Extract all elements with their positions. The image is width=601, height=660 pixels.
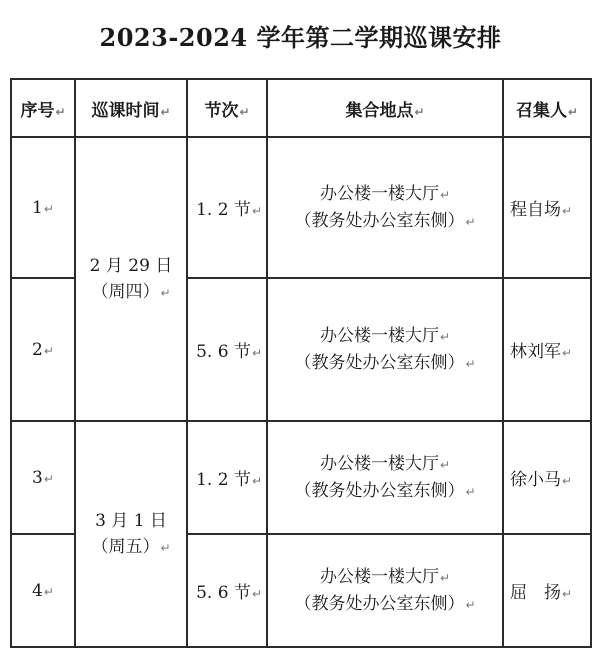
- location-cell: 办公楼一楼大厅↵ （教务处办公室东侧）↵: [267, 534, 503, 647]
- period-cell: 1. 2 节↵: [187, 421, 267, 534]
- document-title: 2023-2024 学年第二学期巡课安排: [99, 23, 502, 52]
- period-cell: 1. 2 节↵: [187, 137, 267, 278]
- convener-cell: 徐小马↵: [503, 421, 591, 534]
- header-index: 序号↵: [11, 79, 75, 137]
- row-index-cell: 1↵: [11, 137, 75, 278]
- convener-cell: 屈 扬↵: [503, 534, 591, 647]
- header-period: 节次↵: [187, 79, 267, 137]
- row-index-cell: 4↵: [11, 534, 75, 647]
- date-day: 2 月 29 日: [89, 255, 173, 276]
- date-cell: [75, 137, 187, 421]
- period-cell: 5. 6 节↵: [187, 534, 267, 647]
- table-row: [11, 137, 591, 278]
- table-row: [11, 421, 591, 534]
- date-day: 3 月 1 日: [95, 510, 167, 531]
- location-cell: 办公楼一楼大厅↵ （教务处办公室东侧）↵: [267, 278, 503, 421]
- table-header-row: [11, 79, 591, 137]
- header-location: 集合地点↵: [267, 79, 503, 137]
- row-index-cell: 3↵: [11, 421, 75, 534]
- date-weekday: （周四）↵: [91, 281, 171, 302]
- date-weekday: （周五）↵: [91, 536, 171, 557]
- date-cell: [75, 421, 187, 647]
- schedule-table: [10, 78, 592, 648]
- row-index-cell: 2↵: [11, 278, 75, 421]
- location-cell: 办公楼一楼大厅↵ （教务处办公室东侧）↵: [267, 137, 503, 278]
- period-cell: 5. 6 节↵: [187, 278, 267, 421]
- header-time: 巡课时间↵: [75, 79, 187, 137]
- location-cell: 办公楼一楼大厅↵ （教务处办公室东侧）↵: [267, 421, 503, 534]
- header-convener: 召集人↵: [503, 79, 591, 137]
- convener-cell: 林刘军↵: [503, 278, 591, 421]
- convener-cell: 程自场↵: [503, 137, 591, 278]
